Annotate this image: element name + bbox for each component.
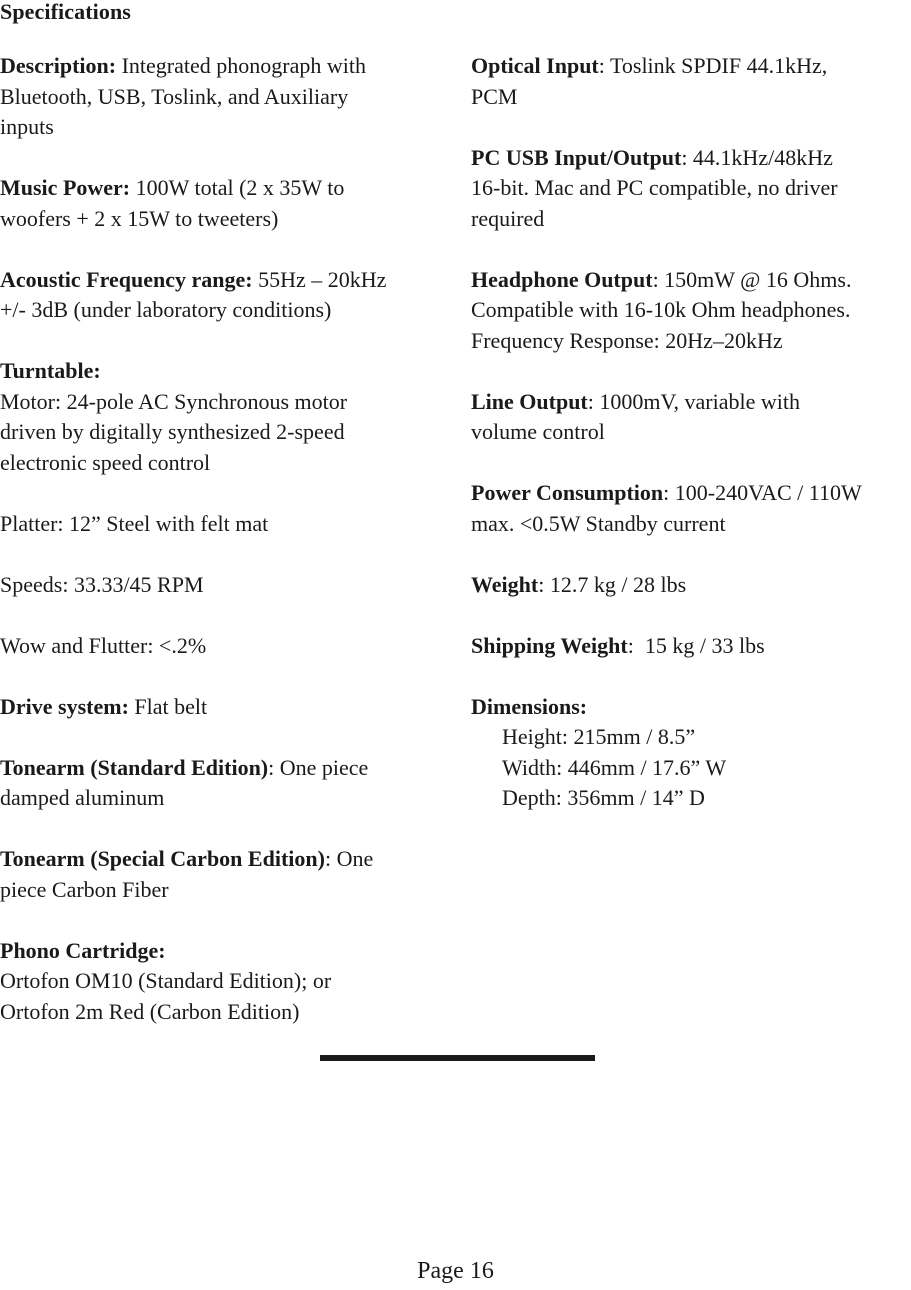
spec-tonearm-standard: [0, 753, 445, 814]
spec-value-line: electronic speed control: [0, 449, 211, 475]
spec-value-line: Wow and Flutter: <.2%: [0, 632, 207, 658]
spec-value-line: woofers + 2 x 15W to tweeters): [0, 205, 279, 231]
spec-value: : One piece: [268, 754, 369, 780]
spec-headphone-output: [471, 265, 911, 357]
spec-value-line: Bluetooth, USB, Toslink, and Auxiliary: [0, 83, 349, 109]
spec-value: : 12.7 kg / 28 lbs: [538, 571, 687, 597]
page-title: Specifications: [0, 0, 131, 24]
spec-value-line: driven by digitally synthesized 2-speed: [0, 419, 345, 444]
spec-turntable: [0, 356, 445, 478]
spec-label: Description:: [0, 53, 117, 78]
spec-value: Flat belt: [128, 693, 208, 719]
spec-value: : 15 kg / 33 lbs: [627, 632, 765, 658]
spec-acoustic-frequency: [0, 265, 445, 326]
left-column: [0, 51, 445, 1058]
spec-value: : 44.1kHz/48kHz: [681, 144, 833, 170]
spec-value-line: Frequency Response: 20Hz–20kHz: [471, 327, 783, 353]
spec-label: Music Power:: [0, 175, 131, 200]
spec-value-line: Compatible with 16-10k Ohm headphones.: [471, 297, 851, 322]
spec-value-line: max. <0.5W Standby current: [471, 510, 726, 536]
spec-label: Dimensions:: [471, 693, 588, 719]
spec-value-line: damped aluminum: [0, 785, 165, 810]
spec-label: Tonearm (Special Carbon Edition): [0, 846, 325, 871]
spec-value: : One: [324, 846, 374, 871]
spec-value-line: volume control: [471, 419, 605, 444]
spec-music-power: [0, 173, 445, 234]
spec-speeds: [0, 570, 445, 601]
spec-shipping-weight: [471, 631, 911, 662]
spec-value: 100W total (2 x 35W to: [130, 175, 345, 200]
spec-value-line: Speeds: 33.33/45 RPM: [0, 571, 204, 597]
spec-value: 55Hz – 20kHz: [252, 266, 387, 292]
spec-value: : 1000mV, variable with: [587, 388, 800, 414]
spec-weight: [471, 570, 911, 601]
page-number: Page 16: [417, 1258, 494, 1284]
spec-label: Weight: [471, 571, 539, 597]
spec-platter: [0, 509, 445, 540]
spec-value: : 100-240VAC / 110W: [663, 480, 862, 505]
spec-wow-flutter: [0, 631, 445, 662]
spec-value: : 150mW @ 16 Ohms.: [652, 266, 852, 292]
dimension-depth: Depth: 356mm / 14” D: [502, 785, 705, 810]
right-column: [471, 51, 911, 844]
spec-value-line: piece Carbon Fiber: [0, 876, 169, 902]
spec-label: Optical Input: [471, 53, 599, 78]
spec-value-line: Ortofon OM10 (Standard Edition); or: [0, 968, 332, 993]
spec-value-line: Platter: 12” Steel with felt mat: [0, 510, 269, 536]
spec-tonearm-carbon: [0, 844, 445, 905]
spec-label: Shipping Weight: [471, 632, 628, 658]
spec-value-line: inputs: [0, 114, 54, 139]
spec-label: Phono Cartridge:: [0, 937, 166, 963]
spec-phono-cartridge: [0, 936, 445, 1028]
section-divider: [320, 1055, 595, 1061]
spec-value: : Toslink SPDIF 44.1kHz,: [598, 53, 828, 78]
spec-value-line: PCM: [471, 83, 518, 109]
spec-value-line: +/- 3dB (under laboratory conditions): [0, 297, 332, 322]
spec-optical-input: [471, 51, 911, 112]
spec-value-line: Ortofon 2m Red (Carbon Edition): [0, 998, 300, 1024]
spec-value: Integrated phonograph with: [116, 53, 366, 78]
spec-value-line: Motor: 24-pole AC Synchronous motor: [0, 388, 348, 414]
spec-line-output: [471, 387, 911, 448]
spec-value-line: 16-bit. Mac and PC compatible, no driver: [471, 175, 838, 200]
spec-label: Acoustic Frequency range:: [0, 266, 253, 292]
spec-label: PC USB Input/Output: [471, 144, 682, 170]
spec-label: Turntable:: [0, 358, 101, 383]
spec-drive-system: [0, 692, 445, 723]
spec-label: Line Output: [471, 388, 588, 414]
spec-label: Drive system:: [0, 693, 129, 719]
spec-usb-io: [471, 143, 911, 235]
spec-label: Headphone Output: [471, 266, 653, 292]
spec-value-line: required: [471, 205, 545, 231]
spec-description: [0, 51, 445, 143]
dimension-width: Width: 446mm / 17.6” W: [502, 754, 727, 780]
spec-label: Power Consumption: [471, 480, 664, 505]
spec-label: Tonearm (Standard Edition): [0, 754, 269, 780]
spec-dimensions: [471, 692, 911, 814]
spec-power-consumption: [471, 478, 911, 539]
dimension-height: Height: 215mm / 8.5”: [502, 724, 696, 749]
